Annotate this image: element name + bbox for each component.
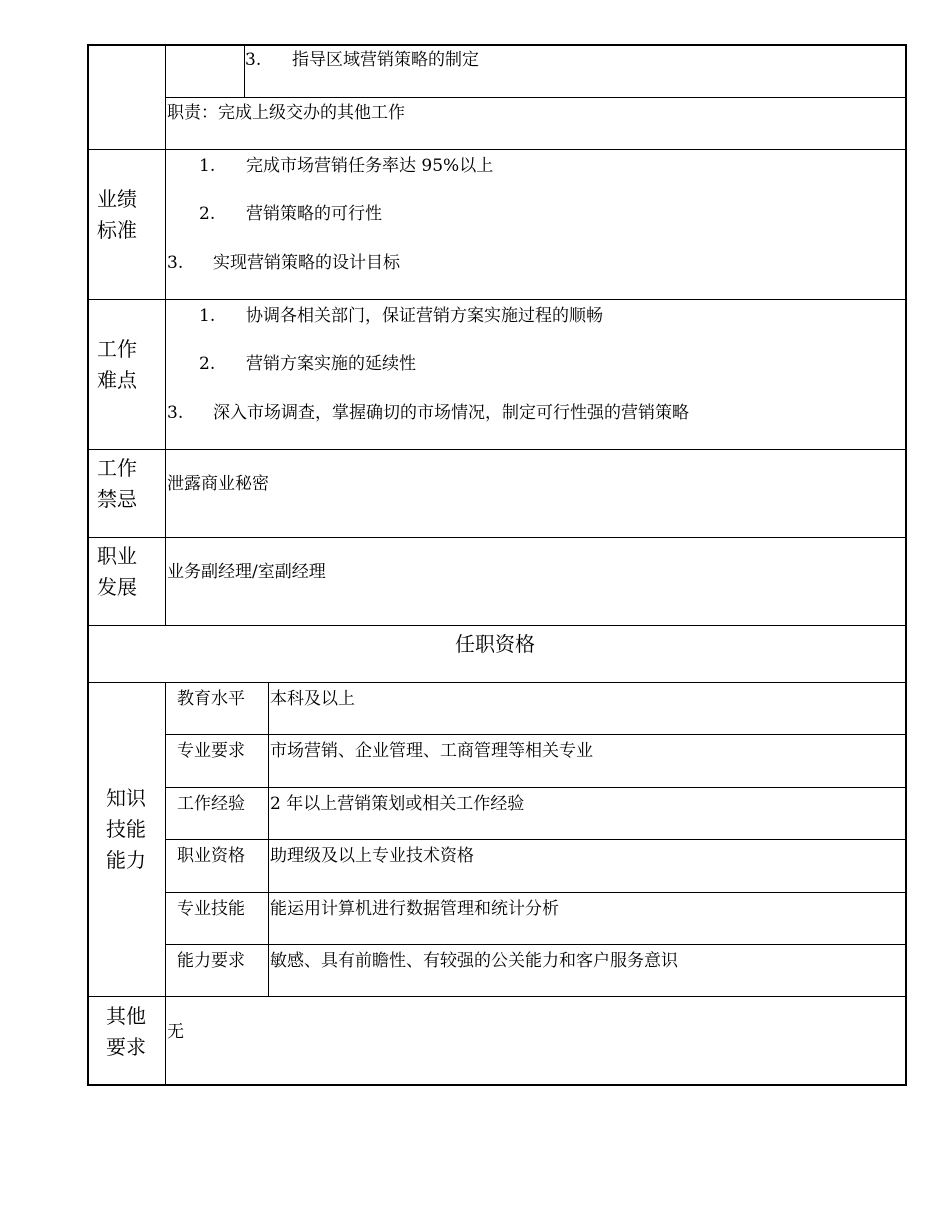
qual-value-experience: 2 年以上营销策划或相关工作经验 [270,794,525,814]
performance-item2-text: 营销策略的可行性 [246,204,382,224]
performance-label-line2: 标准 [97,218,137,242]
qual-key-education: 教育水平 [177,689,245,709]
top-item3-number: 3. [245,50,262,70]
row-sep [87,625,906,626]
row-sep [165,97,906,98]
performance-item1-text: 完成市场营销任务率达 95%以上 [246,156,494,176]
qual-key-certification: 职业资格 [177,846,245,866]
qual-value-skills: 能运用计算机进行数据管理和统计分析 [270,899,559,919]
qual-key-experience: 工作经验 [177,794,245,814]
career-text: 业务副经理/室副经理 [167,562,326,582]
difficulty-item2-text: 营销方案实施的延续性 [246,354,416,374]
table-top-border [87,44,907,46]
qual-row-sep [165,944,906,945]
table-right-border [905,44,907,1086]
career-label-line1: 职业 [97,544,137,568]
qualification-label-line1: 知识 [106,786,146,810]
row-sep [87,299,906,300]
qual-value-ability: 敏感、具有前瞻性、有较强的公关能力和客户服务意识 [270,951,678,971]
qual-key-skills: 专业技能 [177,899,245,919]
qual-row-sep [165,734,906,735]
difficulty-label-line2: 难点 [97,368,137,392]
row-sep [87,996,906,997]
difficulty-item2-number: 2. [199,354,216,374]
performance-label-line1: 业绩 [97,187,137,211]
label-col-divider [165,44,166,626]
taboo-text: 泄露商业秘密 [167,474,269,494]
performance-item2-number: 2. [199,204,216,224]
qualification-heading: 任职资格 [455,632,535,656]
qualification-label-line3: 能力 [106,848,146,872]
performance-item1-number: 1. [199,156,216,176]
other-text: 无 [167,1022,184,1042]
difficulty-item3-number: 3. [167,403,184,423]
qual-row-sep [165,892,906,893]
row-sep [87,537,906,538]
taboo-label-line2: 禁忌 [97,487,137,511]
row-sep [87,149,906,150]
difficulty-item1-text: 协调各相关部门，保证营销方案实施过程的顺畅 [246,306,603,326]
qual-row-sep [165,839,906,840]
difficulty-item3-text: 深入市场调查，掌握确切的市场情况，制定可行性强的营销策略 [213,403,689,423]
qual-value-major: 市场营销、企业管理、工商管理等相关专业 [270,741,593,761]
top-item3-text: 指导区域营销策略的制定 [292,50,479,70]
qual-key-major: 专业要求 [177,741,245,761]
difficulty-label-line1: 工作 [97,337,137,361]
taboo-label-line1: 工作 [97,456,137,480]
qual-row-sep [165,787,906,788]
qual-label-divider [165,682,166,1085]
difficulty-item1-number: 1. [199,306,216,326]
table-left-border [87,44,89,1086]
performance-item3-number: 3. [167,253,184,273]
table-bottom-border [87,1084,907,1086]
qualification-label-line2: 技能 [106,817,146,841]
duty-text: 职责：完成上级交办的其他工作 [167,103,405,123]
row-sep [87,682,906,683]
row-sep [87,449,906,450]
qual-value-certification: 助理级及以上专业技术资格 [270,846,474,866]
performance-item3-text: 实现营销策略的设计目标 [213,253,400,273]
other-label-line1: 其他 [106,1004,146,1028]
other-label-line2: 要求 [106,1035,146,1059]
career-label-line2: 发展 [97,575,137,599]
qual-value-education: 本科及以上 [270,689,355,709]
qual-key-ability: 能力要求 [177,951,245,971]
